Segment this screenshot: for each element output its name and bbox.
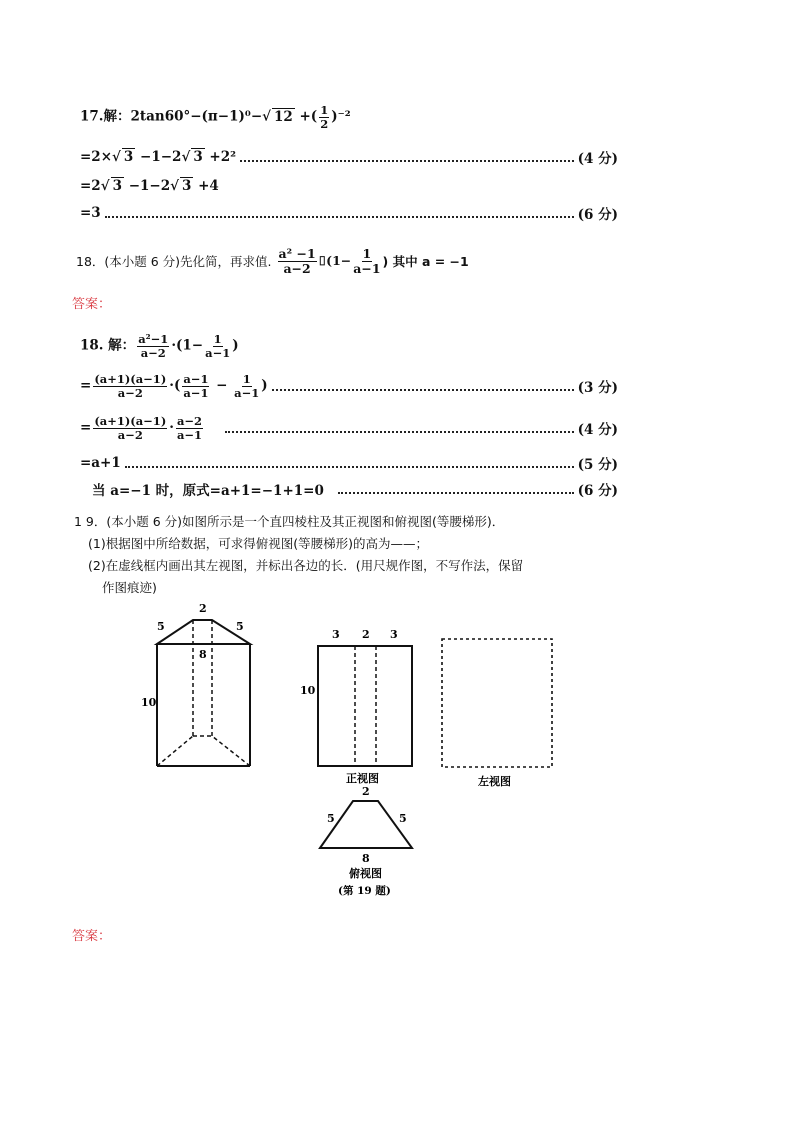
score-label: (5 分) <box>577 457 618 473</box>
prism-label-height: 10 <box>141 696 157 709</box>
sqrt-12: 12 <box>274 108 293 125</box>
front-view-caption: 正视图 <box>346 772 379 785</box>
s17-step-3: =2√ 3 −1−2√ 3 +4 <box>80 178 219 194</box>
prism-label-right: 5 <box>236 620 244 633</box>
dotted-leader <box>125 466 574 468</box>
question-19-line-2: (1)根据图中所给数据，可求得俯视图(等腰梯形)的高为——； <box>88 536 428 551</box>
q18-fraction-2: $\frac{1}{a-1}$ <box>353 245 381 276</box>
prism-label-left: 5 <box>157 620 165 633</box>
score-label: (4 分) <box>577 151 618 167</box>
s18-step-2: = $\frac{(a+1)(a-1)}{a-2}$ ·( $\frac{a-1}{a-1}$ − $\frac{1}{a-1}$ ) (3 分) <box>80 371 618 400</box>
s17-head-expr: 17.解：2tan60°−(π−1)⁰−√ 12 +( $\frac{1}{2}$ )⁻² <box>80 102 351 131</box>
score-label: (6 分) <box>577 483 618 499</box>
fraction-half: $\frac{1}{2}$ <box>320 102 329 131</box>
dotted-leader <box>105 216 574 218</box>
top-view-label-bottom: 8 <box>362 852 370 865</box>
dotted-leader <box>272 389 574 391</box>
prism-label-top: 2 <box>199 602 207 615</box>
prism-drawing <box>157 620 250 766</box>
question-19-line-4: 作图痕迹) <box>102 580 157 595</box>
s18-step-5: 当 a=−1 时，原式=a+1=−1+1=0 (6 分) <box>92 478 618 500</box>
question-19-line-1: 1 9．(本小题 6 分)如图所示是一个直四棱柱及其正视图和俯视图(等腰梯形)． <box>74 514 505 529</box>
s17-head <box>80 102 620 131</box>
answer-label-18: 答案： <box>72 297 112 312</box>
prism-label-mid: 8 <box>199 648 207 661</box>
figure-19 <box>0 596 794 906</box>
score-label: (4 分) <box>577 422 618 438</box>
dotted-leader <box>240 160 574 162</box>
score-label: (3 分) <box>577 380 618 396</box>
s18-step-4: =a+1 (5 分) <box>80 455 618 473</box>
figure-caption: (第 19 题) <box>338 885 391 897</box>
question-18: 18．(本小题 6 分)先化简，再求值. $\frac{\text{a² −1}}{a-2}$ ⌷(1− $\frac{1}{a-1}$ ) 其中 a = −1 <box>76 245 469 276</box>
s17-step-2: =2×√ 3 −1−2√ 3 +2² (4 分) <box>80 149 618 167</box>
top-view-caption: 俯视图 <box>349 867 382 880</box>
top-view-label-left: 5 <box>327 812 335 825</box>
answer-label-19: 答案： <box>72 929 112 944</box>
dotted-leader <box>338 492 574 494</box>
left-view-caption: 左视图 <box>478 775 511 788</box>
s18-head: 18. 解： $\frac{\text{a²−1}}{a-2}$ ·(1− $\frac{1}{a-1}$ ) <box>80 331 239 360</box>
front-label-w3: 3 <box>390 628 398 641</box>
top-view-label-top: 2 <box>362 785 370 798</box>
top-view-label-right: 5 <box>399 812 407 825</box>
front-label-height: 10 <box>300 684 316 697</box>
s18-step-3: = $\frac{(a+1)(a-1)}{a-2}$ · $\frac{a-2}{a-1}$ (4 分) <box>80 413 618 442</box>
front-label-w2: 2 <box>362 628 370 641</box>
prism-hidden-edges <box>157 620 250 766</box>
front-view-rect <box>318 646 412 766</box>
dotted-leader <box>225 431 574 433</box>
q18-fraction-1: $\frac{\text{a² −1}}{a-2}$ <box>278 245 316 276</box>
s17-step-4: =3 (6 分) <box>80 205 618 223</box>
front-view <box>318 646 412 766</box>
left-view-dashed-box <box>442 639 552 767</box>
front-label-w1: 3 <box>332 628 340 641</box>
score-label: (6 分) <box>577 207 618 223</box>
question-19-line-3: (2)在虚线框内画出其左视图，并标出各边的长．(用尺规作图，不写作法，保留 <box>88 558 524 573</box>
